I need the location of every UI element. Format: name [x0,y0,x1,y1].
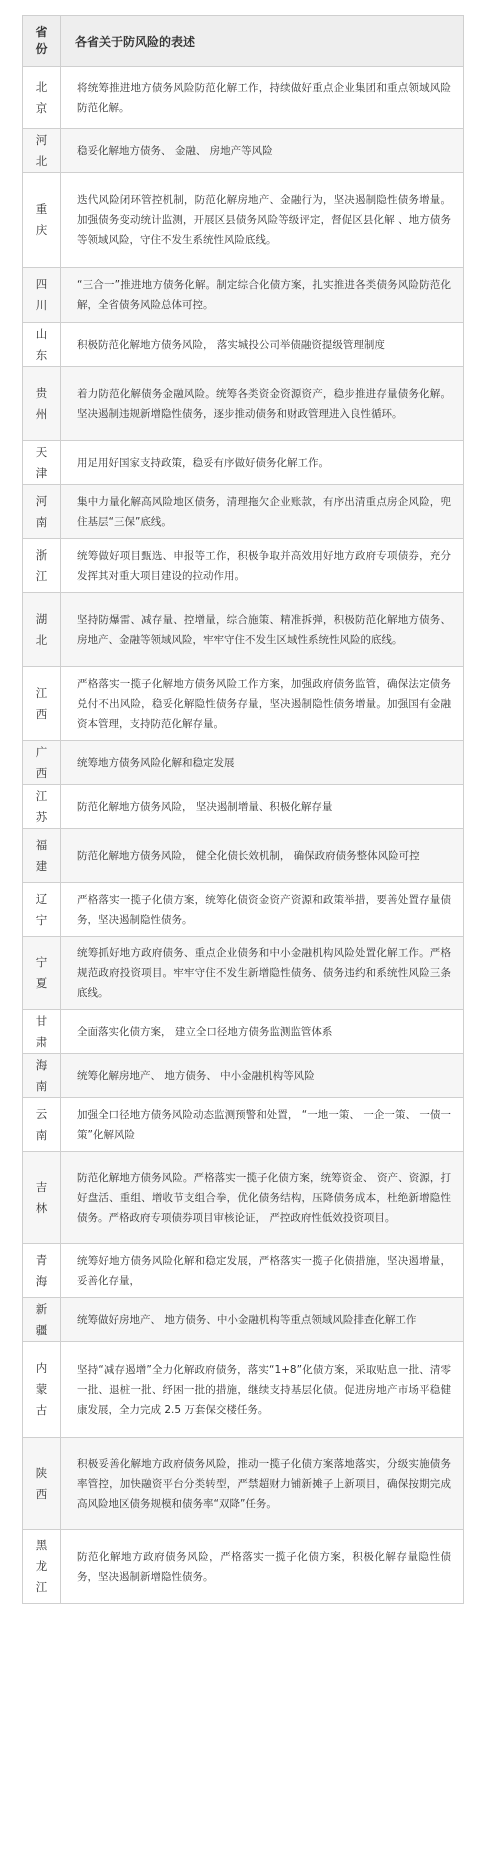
province-char: 肃 [35,1034,48,1049]
province-char: 南 [35,514,48,529]
risk-statement-cell: 防范化解地方政府债务风险，严格落实一揽子化债方案，积极化解存量隐性债务，坚决遏制新增隐性债务。 [61,1530,464,1604]
province-char: 青 [35,1252,48,1267]
province-char: 浙 [35,547,48,562]
table-row [23,883,464,937]
risk-statement-cell: 坚持“减存遏增”全力化解政府债务，落实“1+8”化债方案，采取贴息一批、清零一批、退桩一批、纾困一批的措施，继续支持基层化债。促进房地产市场平稳健康发展，全力完成 2.5 万套保交楼任务。 [61,1342,464,1438]
risk-statement-cell: 统筹地方债务风险化解和稳定发展 [61,741,464,785]
province-char: 重 [35,202,48,216]
province-char: 内 [35,1361,48,1375]
province-cell [23,323,61,367]
header-description: 各省关于防风险的表述 [61,16,464,67]
province-cell [23,1298,61,1342]
province-cell [23,883,61,937]
province-char: 海 [35,1273,48,1288]
table-row [23,1438,464,1530]
province-char: 甘 [35,1013,48,1028]
province-cell [23,268,61,323]
province-char: 北 [35,632,48,647]
province-risk-table [22,15,464,1604]
table-row [23,129,464,173]
province-char: 林 [35,1200,48,1215]
province-cell [23,593,61,667]
province-char: 疆 [35,1322,48,1337]
table-row [23,173,464,268]
risk-statement-cell: 统筹做好项目甄选、申报等工作，积极争取并高效用好地方政府专项债券，充分发挥其对重大项目建设的拉动作用。 [61,539,464,593]
province-char: 吉 [35,1179,48,1194]
risk-statement-cell: 统筹抓好地方政府债务、重点企业债务和中小金融机构风险处置化解工作。严格规范政府投资项目。牢牢守住不发生新增隐性债务、债务违约和系统性风险三条底线。 [61,937,464,1010]
risk-statement-cell: 防范化解地方债务风险， 坚决遏制增量、积极化解存量 [61,785,464,829]
risk-statement-cell: 迭代风险闭环管控机制，防范化解房地产、金融行为，坚决遏制隐性债务增量。加强债务变动统计监测，开展区县债务风险等级评定，督促区县化解 、地方债务等领域风险，守住不发生系统性风险底线。 [61,173,464,268]
risk-statement-cell: 加强全口径地方债务风险动态监测预警和处置， “一地一策、 一企一策、 一债一策”化解风险 [61,1098,464,1152]
province-char: 江 [35,685,48,700]
province-char: 江 [35,568,48,583]
province-char: 新 [35,1301,48,1316]
province-char: 州 [35,406,48,421]
province-char: 山 [35,326,48,341]
province-char: 四 [35,277,48,291]
province-cell [23,785,61,829]
province-char: 广 [35,744,48,759]
province-cell [23,173,61,268]
province-char: 北 [35,79,48,94]
risk-statement-cell: 统筹好地方债务风险化解和稳定发展，严格落实一揽子化债措施，坚决遏增量， 妥善化存量， [61,1244,464,1298]
province-cell [23,539,61,593]
province-cell [23,1244,61,1298]
province-cell [23,1342,61,1438]
province-cell [23,741,61,785]
table-row [23,741,464,785]
province-char: 东 [35,347,48,362]
table-row [23,539,464,593]
table-row [23,441,464,485]
risk-statement-cell: 严格落实一揽子化解地方债务风险工作方案，加强政府债务监管，确保法定债务兑付不出风险，稳妥化解隐性债务存量，坚决遏制隐性债务增量。加强国有金融资本管理，支持防范化解存量。 [61,667,464,741]
province-char: 陕 [35,1465,48,1480]
risk-statement-cell: 统筹做好房地产、 地方债务、中小金融机构等重点领域风险排查化解工作 [61,1298,464,1342]
province-cell [23,129,61,173]
risk-statement-cell: 防范化解地方债务风险。严格落实一揽子化债方案，统筹资金、 资产、资源，打好盘活、重组、增收节支组合拳，优化债务结构，压降债务成本，杜绝新增隐性债务。严格政府专项债券项目审核论证， 严控政府性低效投资项目。 [61,1152,464,1244]
risk-statement-cell: 着力防范化解债务金融风险。统筹各类资金资源资产，稳步推进存量债务化解。坚决遏制违规新增隐性债务，逐步推动债务和财政管理进入良性循环。 [61,367,464,441]
province-char: 京 [35,100,48,115]
table-row [23,323,464,367]
province-char: 苏 [35,809,48,824]
province-cell [23,1010,61,1054]
province-char: 蒙 [35,1382,48,1396]
risk-statement-cell: 将统筹推进地方债务风险防范化解工作，持续做好重点企业集团和重点领域风险防范化解。 [61,67,464,129]
table-header [23,16,464,67]
table-row [23,593,464,667]
province-char: 湖 [35,611,48,626]
province-char: 宁 [35,912,48,927]
province-char: 江 [35,1580,48,1594]
table-row [23,67,464,129]
table-row [23,1152,464,1244]
province-char: 龙 [35,1559,48,1573]
table-row [23,937,464,1010]
risk-statement-cell: “三合一”推进地方债务化解。制定综合化债方案，扎实推进各类债务风险防范化解，全省债务风险总体可控。 [61,268,464,323]
province-char: 建 [35,858,48,873]
province-char: 夏 [35,976,48,990]
province-char: 西 [35,1486,48,1501]
province-char: 黑 [35,1538,48,1552]
province-char: 河 [35,132,48,147]
table-row [23,785,464,829]
province-cell [23,1098,61,1152]
risk-statement-cell: 防范化解地方债务风险， 健全化债长效机制， 确保政府债务整体风险可控 [61,829,464,883]
province-char: 北 [35,153,48,168]
province-char: 南 [35,1127,48,1142]
table-row [23,1298,464,1342]
province-char: 津 [35,465,48,480]
province-cell [23,937,61,1010]
province-cell [23,1152,61,1244]
province-char: 贵 [35,385,48,400]
province-char: 川 [35,298,48,312]
province-cell [23,1054,61,1098]
table-row [23,1342,464,1438]
table-row [23,268,464,323]
province-char: 福 [35,837,48,852]
risk-statement-cell: 严格落实一揽子化债方案，统筹化债资金资产资源和政策举措，要善处置存量债务，坚决遏制隐性债务。 [61,883,464,937]
risk-statement-cell: 统筹化解房地产、 地方债务、 中小金融机构等风险 [61,1054,464,1098]
province-char: 庆 [35,223,48,237]
province-char: 云 [35,1106,48,1121]
risk-statement-cell: 用足用好国家支持政策，稳妥有序做好债务化解工作。 [61,441,464,485]
province-cell [23,1438,61,1530]
province-char: 河 [35,493,48,508]
province-char: 辽 [35,891,48,906]
table-row [23,667,464,741]
province-cell [23,441,61,485]
risk-statement-cell: 稳妥化解地方债务、 金融、 房地产等风险 [61,129,464,173]
table-row [23,1098,464,1152]
province-cell [23,367,61,441]
risk-statement-cell: 坚持防爆雷、减存量、控增量，综合施策、精准拆弹，积极防范化解地方债务、房地产、金融等领域风险，牢牢守住不发生区域性系统性风险的底线。 [61,593,464,667]
risk-statement-cell: 集中力量化解高风险地区债务，清理拖欠企业账款，有序出清重点房企风险，兜住基层“三保”底线。 [61,485,464,539]
header-province: 省 份 [23,16,61,67]
province-char: 西 [35,765,48,780]
province-char: 古 [35,1403,48,1417]
province-char: 江 [35,788,48,803]
province-char: 西 [35,706,48,721]
header-row [23,16,464,67]
risk-statement-cell: 全面落实化债方案， 建立全口径地方债务监测监管体系 [61,1010,464,1054]
province-cell [23,485,61,539]
province-char: 南 [35,1078,48,1093]
table-row [23,1054,464,1098]
table-body [23,67,464,1604]
province-cell [23,829,61,883]
province-cell [23,1530,61,1604]
table-row [23,829,464,883]
province-char: 宁 [35,955,48,969]
table-row [23,1530,464,1604]
risk-statement-cell: 积极防范化解地方债务风险， 落实城投公司举债融资提级管理制度 [61,323,464,367]
province-char: 海 [35,1057,48,1072]
province-cell [23,67,61,129]
province-char: 天 [35,444,48,459]
risk-statement-cell: 积极妥善化解地方政府债务风险，推动一揽子化债方案落地落实，分级实施债务率管控，加快融资平台分类转型，严禁超财力铺新摊子上新项目，确保按期完成高风险地区债务规模和债务率“双降”任务。 [61,1438,464,1530]
province-cell [23,667,61,741]
table-row [23,367,464,441]
table-row [23,1010,464,1054]
table-row [23,485,464,539]
table-row [23,1244,464,1298]
province-risk-table-container [22,15,463,1604]
